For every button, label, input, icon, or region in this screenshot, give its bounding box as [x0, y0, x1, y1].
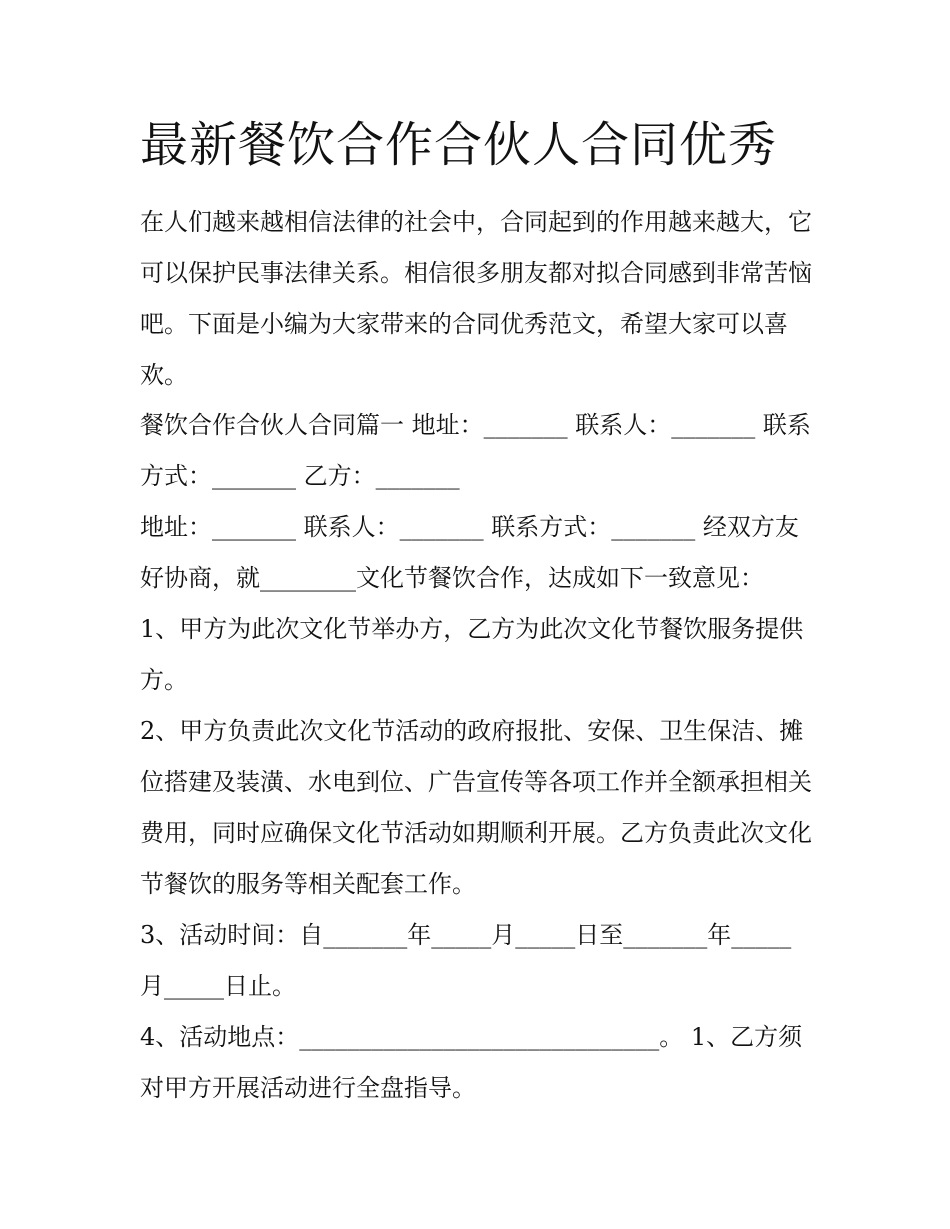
party-a-info-paragraph: 餐饮合作合伙人合同篇一 地址：_______ 联系人：_______ 联系方式：_______ 乙方：_______ [140, 411, 811, 490]
clause-2-paragraph: 2、甲方负责此次文化节活动的政府报批、安保、卫生保洁、摊位搭建及装潢、水电到位、广告宣传等各项工作并全额承担相关费用，同时应确保文化节活动如期顺利开展。乙方负责此次文化节餐饮的服务等相关配套工作。 [140, 717, 812, 898]
clause-4-paragraph: 4、活动地点：______________________________。 1、乙方须对甲方开展活动进行全盘指导。 [140, 1023, 803, 1102]
intro-paragraph: 在人们越来越相信法律的社会中，合同起到的作用越来越大，它可以保护民事法律关系。相信很多朋友都对拟合同感到非常苦恼吧。下面是小编为大家带来的合同优秀范文，希望大家可以喜欢。 [140, 208, 812, 389]
clause-1-paragraph: 1、甲方为此次文化节举办方，乙方为此次文化节餐饮服务提供方。 [140, 615, 804, 694]
clause-3-paragraph: 3、活动时间：自_______年_____月_____日至_______年_____月_____日止。 [140, 921, 792, 1000]
party-b-info-paragraph: 地址：_______ 联系人：_______ 联系方式：_______ 经双方友好协商，就________文化节餐饮合作，达成如下一致意见： [140, 513, 799, 592]
document-title: 最新餐饮合作合伙人合同优秀 [140, 117, 778, 173]
